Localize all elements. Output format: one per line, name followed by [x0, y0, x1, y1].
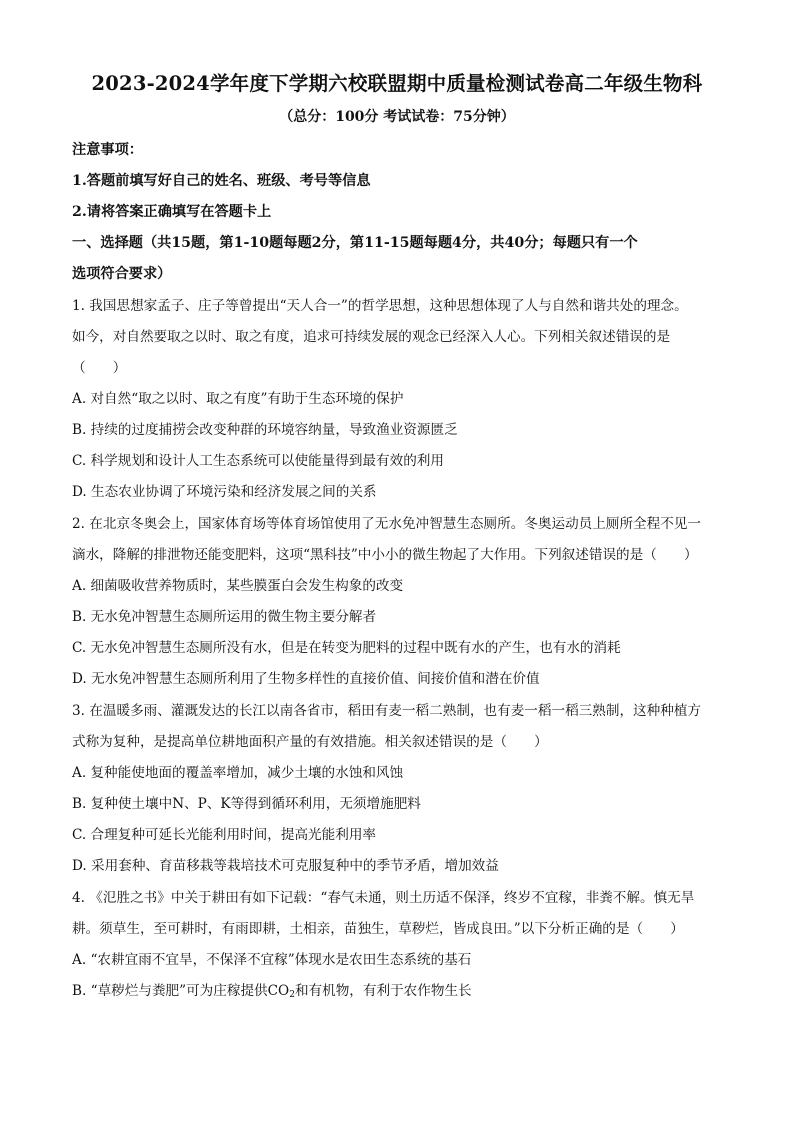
subscript-2: 2 [289, 990, 295, 1000]
question-3-option-b: B. 复种使土壤中N、P、K等得到循环利用，无须增施肥料 [72, 796, 421, 812]
option-b-text: B. “草秽烂与粪肥”可为庄稼提供CO [72, 983, 290, 999]
question-1-option-b: B. 持续的过度捕捞会改变种群的环境容纳量，导致渔业资源匮乏 [72, 422, 458, 438]
question-2-text: 2. 在北京冬奥会上，国家体育场等体育场馆使用了无水免冲智慧生态厕所。冬奥运动员上厕所全程不见一 [72, 516, 702, 532]
notice-item: 2.请将答案正确填写在答题卡上 [72, 204, 272, 220]
question-3-option-c: C. 合理复种可延长光能利用时间，提高光能利用率 [72, 827, 377, 843]
question-2-option-c: C. 无水免冲智慧生态厕所没有水，但是在转变为肥料的过程中既有水的产生，也有水的消耗 [72, 640, 621, 656]
option-b-text-cont: 和有机物，有利于农作物生长 [294, 983, 472, 999]
question-3-option-a: A. 复种能使地面的覆盖率增加，减少土壤的水蚀和风蚀 [72, 765, 404, 781]
question-4-option-a: A. “农耕宜雨不宜旱，不保泽不宜稼”体现水是农田生态系统的基石 [72, 952, 472, 968]
question-1-text: 如今，对自然要取之以时、取之有度，追求可持续发展的观念已经深入人心。下列相关叙述错误的是 [72, 329, 671, 345]
question-1-option-a: A. 对自然“取之以时、取之有度”有助于生态环境的保护 [72, 391, 404, 407]
question-2-text: 滴水，降解的排泄物还能变肥料，这项“黑科技”中小小的微生物起了大作用。下列叙述错误的是（ ） [72, 547, 698, 563]
question-1-option-d: D. 生态农业协调了环境污染和经济发展之间的关系 [72, 484, 377, 500]
notice-item: 1.答题前填写好自己的姓名、班级、考号等信息 [72, 173, 371, 189]
question-4-option-b [72, 981, 732, 1001]
question-2-option-b: B. 无水免冲智慧生态厕所运用的微生物主要分解者 [72, 609, 377, 625]
page-subtitle: （总分：100分 考试试卷：75分钟） [279, 109, 515, 125]
question-3-text: 式称为复种，是提高单位耕地面积产量的有效措施。相关叙述错误的是（ ） [72, 734, 548, 750]
question-3-option-d: D. 采用套种、育苗移栽等栽培技术可克服复种中的季节矛盾，增加效益 [72, 858, 499, 874]
section-heading: 一、选择题（共15题，第1-10题每题2分，第11-15题每题4分，共40分；每题只有一个 [72, 235, 638, 251]
question-1-option-c: C. 科学规划和设计人工生态系统可以使能量得到最有效的利用 [72, 453, 444, 469]
question-4-text: 耕。须草生，至可耕时，有雨即耕，土相亲，苗独生，草秽烂，皆成良田。”以下分析正确的是（ ） [72, 921, 684, 937]
question-1-bracket: （ ） [72, 360, 127, 376]
question-4-text: 4. 《氾胜之书》中关于耕田有如下记载：“春气未通，则土历适不保泽，终岁不宜稼，非粪不解。慎无旱 [72, 890, 695, 906]
question-2-option-d: D. 无水免冲智慧生态厕所利用了生物多样性的直接价值、间接价值和潜在价值 [72, 671, 540, 687]
notice-heading: 注意事项： [72, 142, 143, 158]
question-3-text: 3. 在温暖多雨、灌溉发达的长江以南各省市，稻田有麦一稻二熟制，也有麦一稻一稻三熟制，这种种植方 [72, 703, 702, 719]
question-1-text: 1. 我国思想家孟子、庄子等曾提出“天人合一”的哲学思想，这种思想体现了人与自然和谐共处的理念。 [72, 298, 688, 314]
question-2-option-a: A. 细菌吸收营养物质时，某些膜蛋白会发生构象的改变 [72, 578, 404, 594]
page-title: 2023-2024学年度下学期六校联盟期中质量检测试卷高二年级生物科 [91, 72, 703, 95]
section-heading-cont: 选项符合要求） [72, 266, 172, 282]
